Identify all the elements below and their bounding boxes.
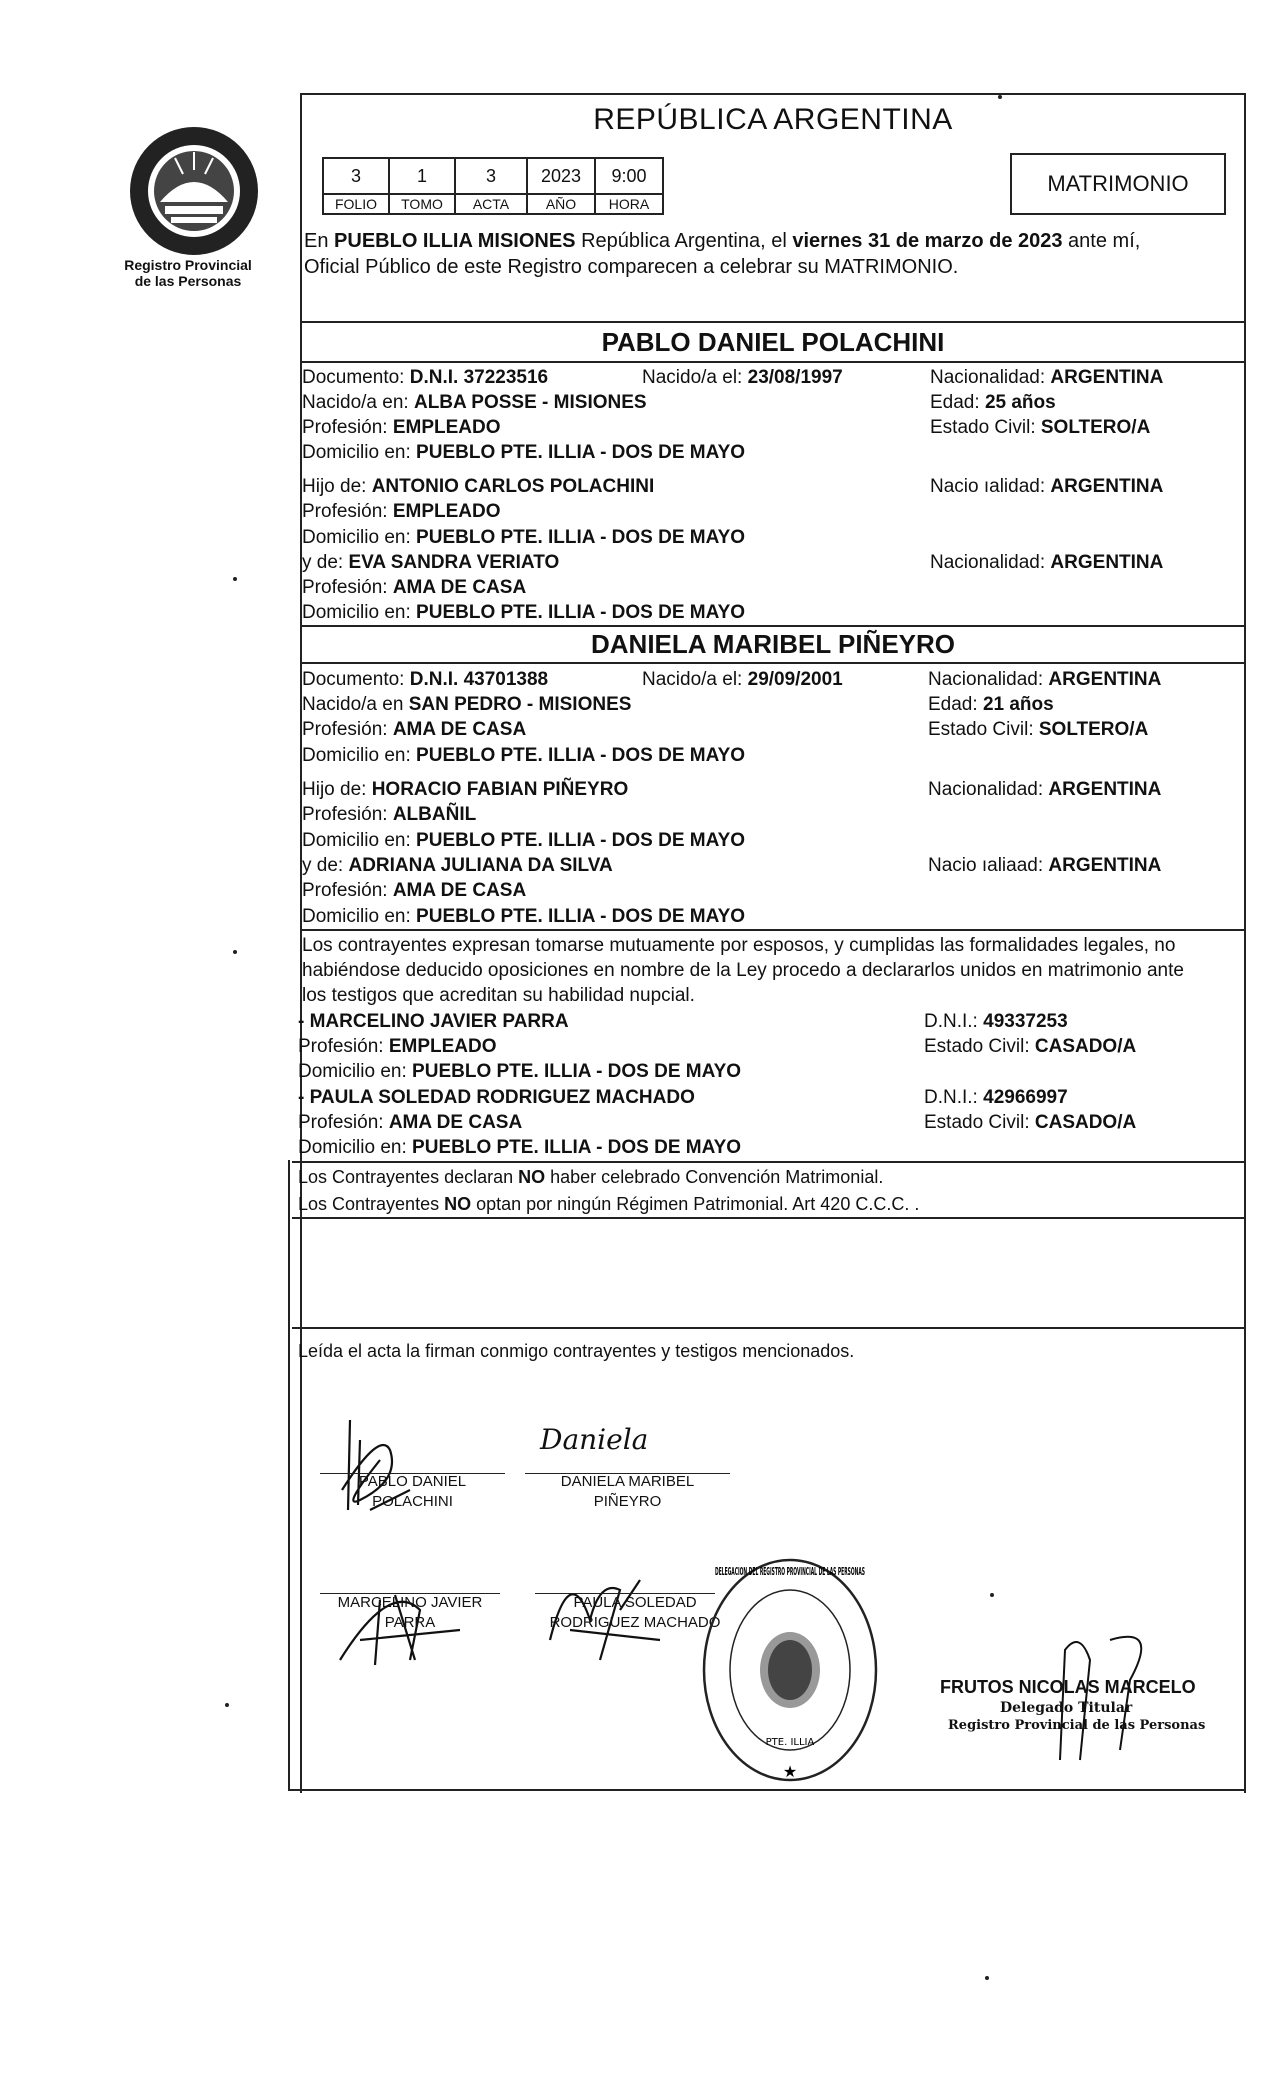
value: 29/09/2001 [747,669,843,690]
divider [292,1161,1244,1163]
witness-1-dni [924,1009,1068,1034]
groom-signature-label [320,1472,505,1512]
official-name: FRUTOS NICOLAS MARCELO [940,1677,1196,1697]
value: SAN PEDRO - MISIONES [408,694,632,715]
label: Domicilio en: [298,1137,413,1158]
regime-line-1 [298,1165,883,1190]
bride-mother-profession [302,878,526,903]
value: ALBAÑIL [392,804,477,825]
value: AMA DE CASA [392,577,527,598]
intro-line-1 [304,229,1140,254]
groom-mother [302,550,559,575]
witness-1-civil-status [924,1034,1136,1059]
value: ARGENTINA [1048,855,1162,876]
label: Nacionalidad: [930,552,1051,573]
value: SOLTERO/A [1038,719,1149,740]
official-role: Delegado Titular [1000,1700,1133,1716]
intro-text: En [304,230,335,252]
value: AMA DE CASA [392,880,527,901]
label: Profesión: [302,804,393,825]
closing-statement: Leída el acta la firman conmigo contrayentes y testigos mencionados. [298,1341,855,1361]
declaration-line-2: habiéndose deducido oposiciones en nombre de la Ley procedo a declararlos unidos en matrimonio ante [302,960,1184,981]
time-label: HORA [595,194,663,214]
regime-text: haber celebrado Convención Matrimonial. [545,1167,884,1187]
value: SOLTERO/A [1040,417,1151,438]
bride-nationality [928,667,1161,692]
groom-profession [302,415,501,440]
label: Hijo de: [302,779,372,800]
label-line: RODRIGUEZ MACHADO [549,1614,721,1631]
groom-address [302,440,745,465]
label: Profesión: [302,880,393,901]
registry-label [108,257,268,289]
scan-dot [233,950,237,954]
label: Profesión: [302,417,393,438]
groom-mother-address [302,600,745,625]
bride-address [302,743,745,768]
label: Domicilio en: [298,1061,413,1082]
label: Documento: [302,367,410,388]
intro-line-2: Oficial Público de este Registro comparecen a celebrar su MATRIMONIO. [304,256,959,278]
label: Nacido/a en [302,694,409,715]
value: ALBA POSSE - MISIONES [413,392,647,413]
value: PUEBLO PTE. ILLIA - DOS DE MAYO [412,1061,742,1082]
label: Profesión: [298,1036,389,1057]
value: EMPLEADO [388,1036,497,1057]
value: ARGENTINA [1050,476,1164,497]
registry-label-line1: Registro Provincial [124,257,252,273]
label: Nacio ıaliaad: [928,855,1049,876]
groom-age [930,390,1056,415]
bride-mother-address [302,904,745,929]
bride-mother [302,853,613,878]
divider [302,929,1244,931]
bride-birthplace [302,692,631,717]
value: EMPLEADO [392,417,501,438]
groom-birthdate [642,365,843,390]
bride-civil-status [928,717,1148,742]
scan-dot [990,1593,994,1597]
witness-2-dni [924,1085,1068,1110]
label: Estado Civil: [928,719,1039,740]
time-value: 9:00 [595,158,663,194]
bride-document [302,667,548,692]
label: Domicilio en: [302,602,417,623]
svg-text:★: ★ [782,1762,798,1781]
regime-text: optan por ningún Régimen Patrimonial. Art 420 C.C.C. . [471,1194,920,1214]
official-stamp [700,1555,880,1785]
witness-2-address [298,1135,741,1160]
intro-text: ante mí, [1062,230,1141,252]
value: EMPLEADO [392,501,501,522]
groom-birthplace [302,390,647,415]
groom-father [302,474,654,499]
regime-text: Los Contrayentes [298,1194,445,1214]
divider [302,361,1244,363]
label: Documento: [302,669,410,690]
label: Domicilio en: [302,527,417,548]
value: AMA DE CASA [388,1112,523,1133]
value: CASADO/A [1034,1112,1137,1133]
value: ARGENTINA [1050,367,1164,388]
label: Estado Civil: [924,1112,1035,1133]
bride-father-address [302,828,745,853]
official-office: Registro Provincial de las Personas [948,1718,1206,1733]
witness-1-profession [298,1034,497,1059]
value: ANTONIO CARLOS POLACHINI [371,476,655,497]
scan-dot [225,1703,229,1707]
groom-father-address [302,525,745,550]
witness1-signature-label [310,1593,510,1633]
value: 42966997 [983,1087,1068,1108]
divider [292,1327,1244,1329]
acta-label: ACTA [455,194,527,214]
declaration-line-3: los testigos que acreditan su habilidad nupcial. [302,985,695,1006]
groom-document [302,365,548,390]
frame-left-edge [288,1160,290,1790]
label-line: PIÑEYRO [593,1493,662,1510]
intro-place: PUEBLO ILLIA MISIONES [334,230,576,252]
year-label: AÑO [527,194,595,214]
value: PUEBLO PTE. ILLIA - DOS DE MAYO [416,745,746,766]
stamp-text: DELEGACION DEL REGISTRO PROVINCIAL DE LAS PERSONAS [715,1565,866,1578]
label-line: POLACHINI [372,1493,453,1510]
value: 23/08/1997 [747,367,843,388]
label: Nacido/a el: [642,669,748,690]
value: HORACIO FABIAN PIÑEYRO [371,779,629,800]
acta-value: 3 [455,158,527,194]
value: PUEBLO PTE. ILLIA - DOS DE MAYO [416,602,746,623]
witness-2-profession [298,1110,522,1135]
regime-line-2 [298,1192,919,1217]
label: D.N.I.: [924,1011,984,1032]
label: Profesión: [302,501,393,522]
year-value: 2023 [527,158,595,194]
registry-label-line2: de las Personas [134,273,242,289]
label: Nacido/a en: [302,392,414,413]
label: Domicilio en: [302,745,417,766]
value: ARGENTINA [1048,779,1162,800]
groom-mother-nationality [930,550,1163,575]
record-numbers-table [322,157,664,215]
groom-father-profession [302,499,501,524]
tomo-value: 1 [389,158,455,194]
bride-age [928,692,1054,717]
label: Domicilio en: [302,906,417,927]
bride-mother-nationality [928,853,1161,878]
divider [302,625,1244,627]
value: D.N.I. 43701388 [409,669,549,690]
intro-date: viernes 31 de marzo de 2023 [792,230,1063,252]
groom-civil-status [930,415,1150,440]
frame-bottom-edge [288,1789,1244,1791]
bride-birthdate [642,667,843,692]
label: Edad: [928,694,983,715]
scan-dot [233,577,237,581]
bride-profession [302,717,526,742]
value: 49337253 [983,1011,1068,1032]
intro-text: República Argentina, el [575,230,793,252]
label: y de: [302,552,349,573]
bride-father-nationality [928,777,1161,802]
label: Estado Civil: [924,1036,1035,1057]
declaration-line-1: Los contrayentes expresan tomarse mutuamente por esposos, y cumplidas las formalidades legales, no [302,935,1176,956]
groom-mother-profession [302,575,526,600]
label: Nacionalidad: [928,669,1049,690]
divider [292,1217,1244,1219]
label: Domicilio en: [302,830,417,851]
bride-father-profession [302,802,476,827]
witness-1-name: - MARCELINO JAVIER PARRA [298,1011,569,1032]
label: Profesión: [298,1112,389,1133]
label: Nacio ıalidad: [930,476,1051,497]
tomo-label: TOMO [389,194,455,214]
label-line: DANIELA MARIBEL [560,1473,695,1490]
value: PUEBLO PTE. ILLIA - DOS DE MAYO [416,906,746,927]
value: 21 años [982,694,1054,715]
label-line: MARCELINO JAVIER [337,1594,483,1611]
registry-seal-logo [125,122,263,260]
folio-value: 3 [323,158,389,194]
label: Profesión: [302,719,393,740]
folio-label: FOLIO [323,194,389,214]
regime-text: Los Contrayentes declaran [298,1167,519,1187]
label: D.N.I.: [924,1087,984,1108]
value: ARGENTINA [1048,669,1162,690]
divider [302,662,1244,664]
label: Domicilio en: [302,442,417,463]
value: D.N.I. 37223516 [409,367,549,388]
value: PUEBLO PTE. ILLIA - DOS DE MAYO [412,1137,742,1158]
label: Profesión: [302,577,393,598]
witness-2-name: - PAULA SOLEDAD RODRIGUEZ MACHADO [298,1087,695,1108]
value: EVA SANDRA VERIATO [348,552,560,573]
page-title: REPÚBLICA ARGENTINA [593,103,953,136]
bride-signature: Daniela [540,1423,649,1456]
value: ADRIANA JULIANA DA SILVA [348,855,613,876]
label: Nacido/a el: [642,367,748,388]
label-line: PAULA SOLEDAD [573,1594,697,1611]
regime-no: NO [518,1167,546,1187]
witness-1-address [298,1059,741,1084]
bride-name: DANIELA MARIBEL PIÑEYRO [590,629,956,659]
scan-dot [985,1976,989,1980]
label: Nacionalidad: [928,779,1049,800]
value: PUEBLO PTE. ILLIA - DOS DE MAYO [416,442,746,463]
divider [302,321,1244,323]
scan-dot [998,95,1002,99]
value: AMA DE CASA [392,719,527,740]
label: Estado Civil: [930,417,1041,438]
label: Hijo de: [302,476,372,497]
value: CASADO/A [1034,1036,1137,1057]
doc-type-box: MATRIMONIO [1010,153,1226,215]
value: PUEBLO PTE. ILLIA - DOS DE MAYO [416,830,746,851]
groom-father-nationality [930,474,1163,499]
label: Edad: [930,392,985,413]
bride-signature-label [525,1472,730,1512]
label-line: PABLO DANIEL [358,1473,467,1490]
groom-name: PABLO DANIEL POLACHINI [601,327,945,357]
witness-2-civil-status [924,1110,1136,1135]
regime-no: NO [444,1194,472,1214]
label: Nacionalidad: [930,367,1051,388]
stamp-sub: PTE. ILLIA [765,1737,815,1748]
value: PUEBLO PTE. ILLIA - DOS DE MAYO [416,527,746,548]
bride-father [302,777,628,802]
label-line: PARRA [384,1614,436,1631]
label: y de: [302,855,349,876]
value: ARGENTINA [1050,552,1164,573]
value: 25 años [984,392,1056,413]
groom-nationality [930,365,1163,390]
